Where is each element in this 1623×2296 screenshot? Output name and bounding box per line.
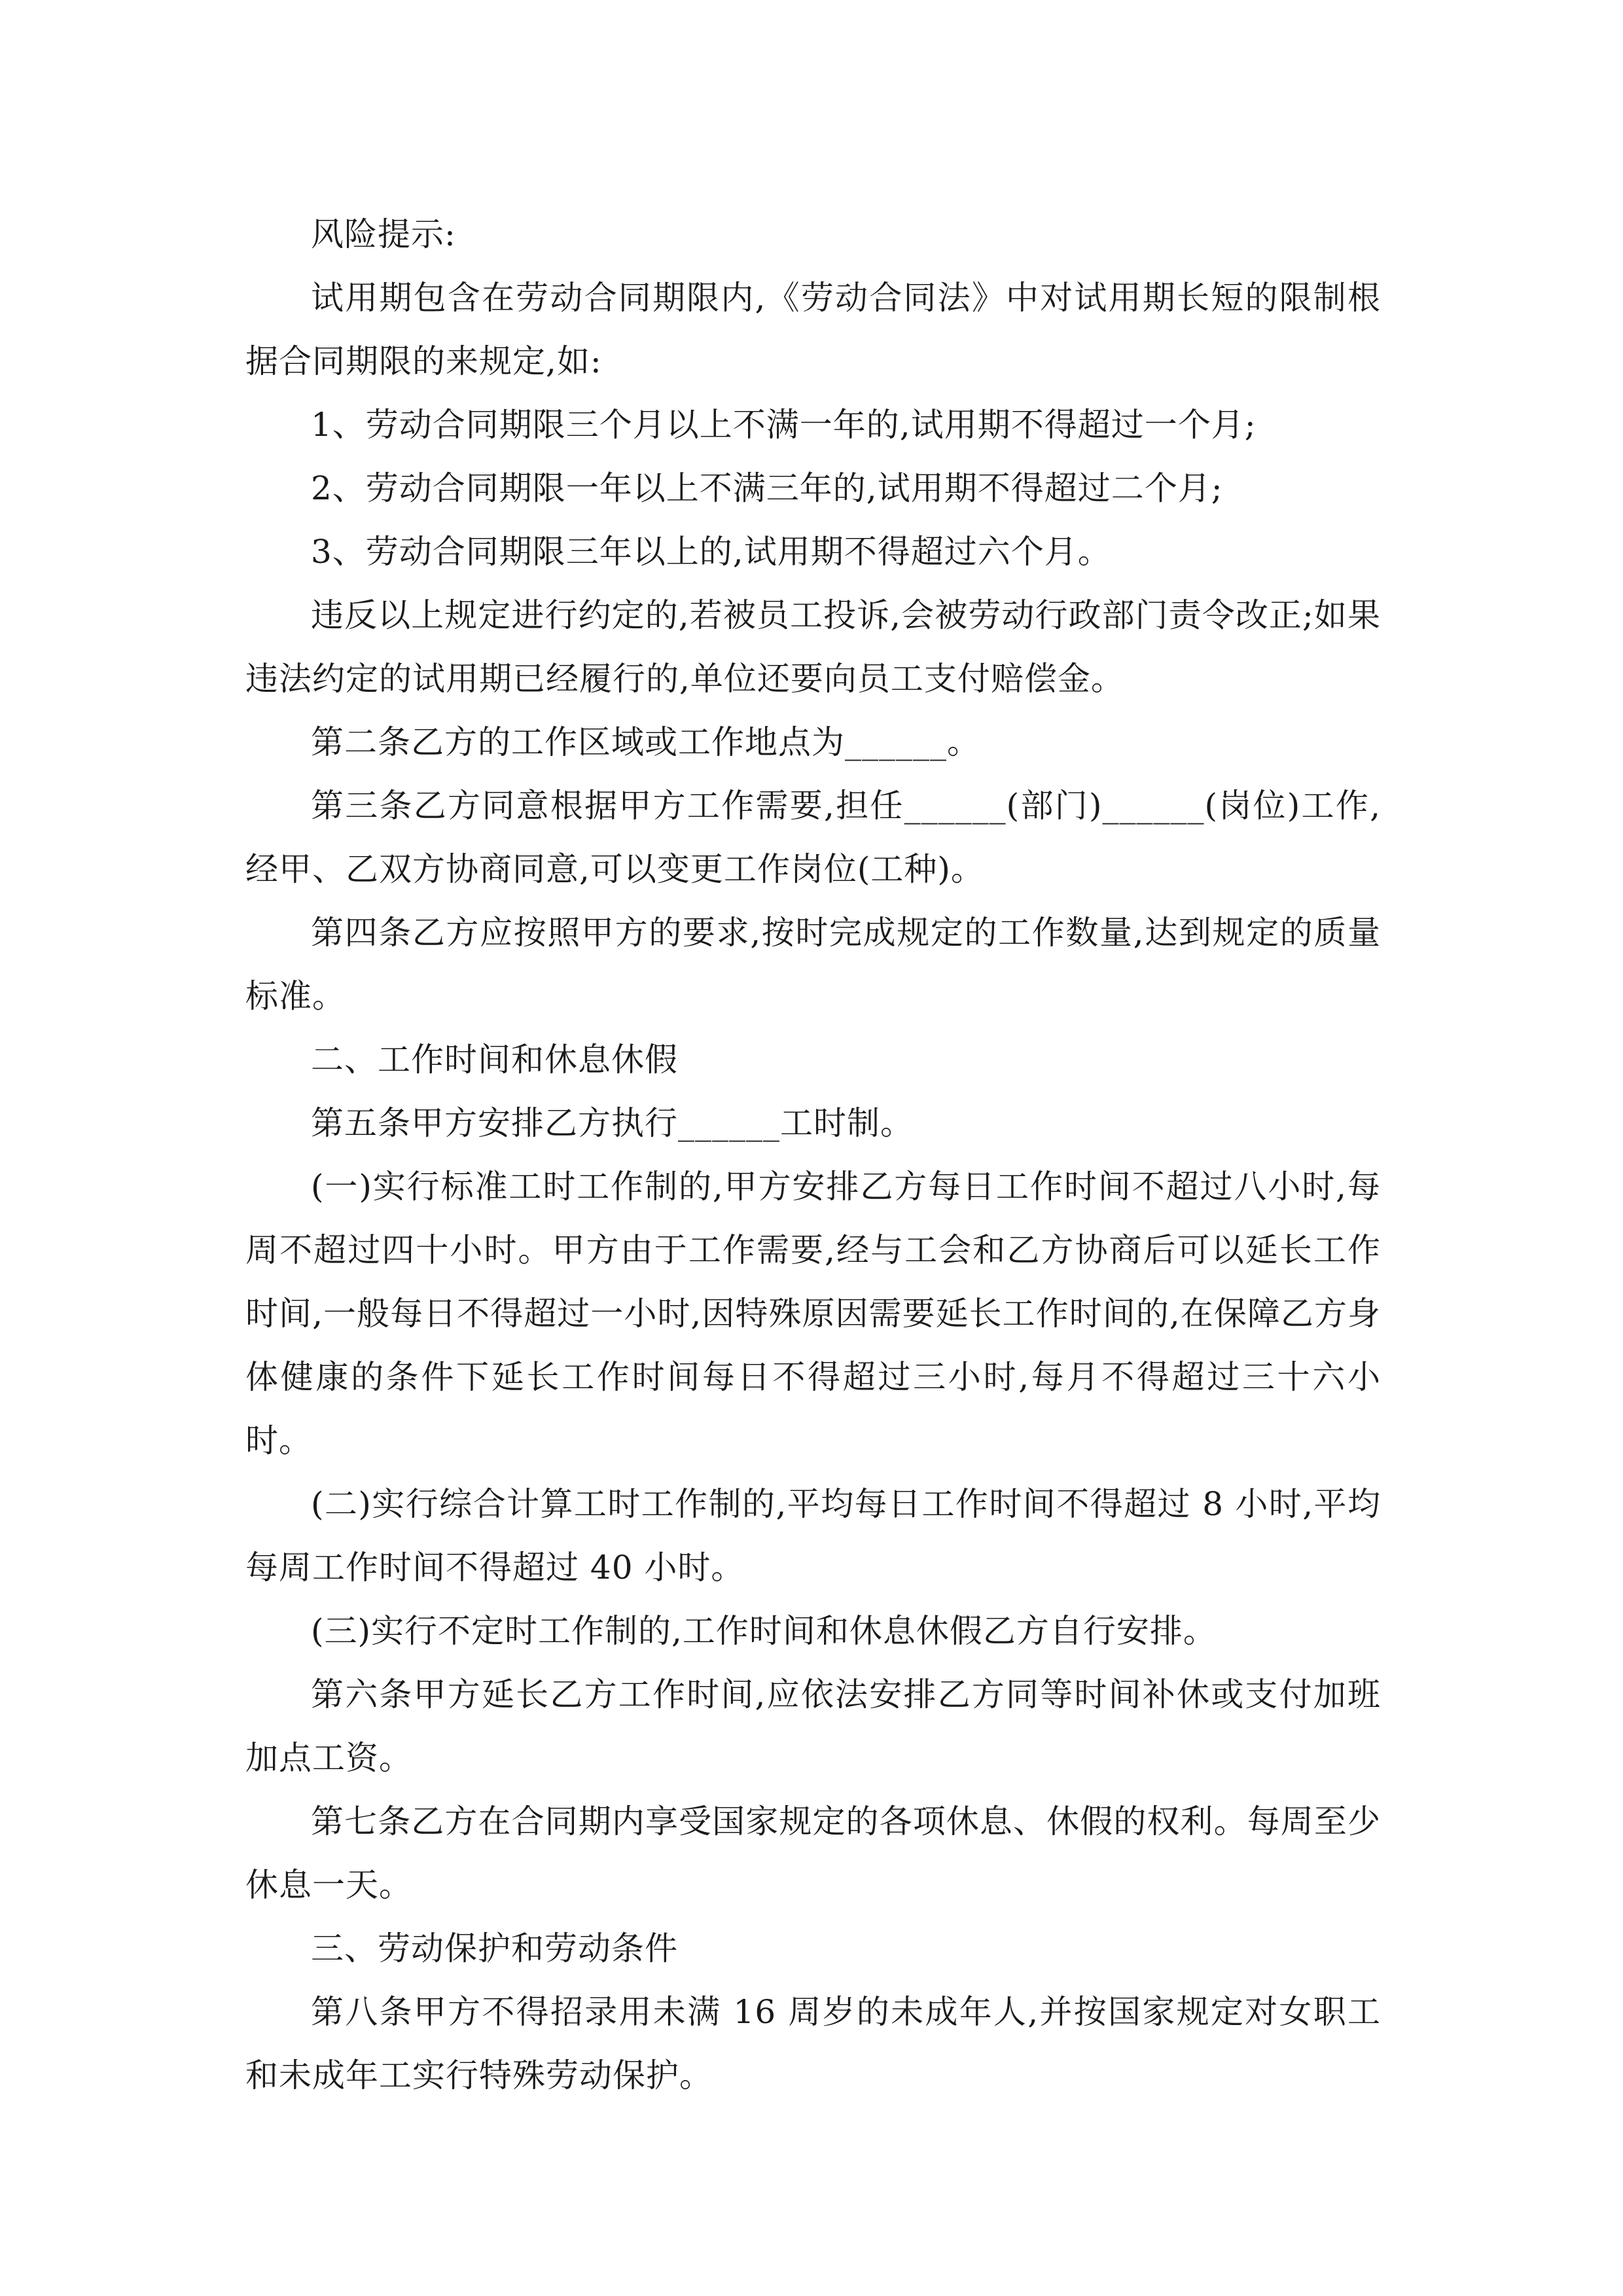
paragraph-probation-intro: 试用期包含在劳动合同期限内,《劳动合同法》中对试用期长短的限制根据合同期限的来规定,如: (245, 279, 1381, 380)
paragraph-rule-1: 1、劳动合同期限三个月以上不满一年的,试用期不得超过一个月; (311, 406, 1257, 444)
paragraph-flexible-hours: (三)实行不定时工作制的,工作时间和休息休假乙方自行安排。 (311, 1612, 1217, 1650)
paragraph-article-3: 第三条乙方同意根据甲方工作需要,担任______(部门)______(岗位)工作,经甲、乙双方协商同意,可以变更工作岗位(工种)。 (245, 787, 1381, 888)
paragraph-article-5: 第五条甲方安排乙方执行______工时制。 (311, 1104, 914, 1142)
document-body (245, 203, 1381, 2108)
paragraph-rule-2: 2、劳动合同期限一年以上不满三年的,试用期不得超过二个月; (311, 469, 1223, 507)
section-heading-work-hours: 二、工作时间和休息休假 (311, 1041, 678, 1079)
paragraph-article-6: 第六条甲方延长乙方工作时间,应依法安排乙方同等时间补休或支付加班加点工资。 (245, 1676, 1381, 1777)
paragraph-article-2: 第二条乙方的工作区域或工作地点为______。 (311, 723, 980, 761)
paragraph-risk-heading: 风险提示: (311, 215, 456, 253)
paragraph-standard-hours: (一)实行标准工时工作制的,甲方安排乙方每日工作时间不超过八小时,每周不超过四十小时。甲方由于工作需要,经与工会和乙方协商后可以延长工作时间,一般每日不得超过一小时,因特殊原因需要延长工作时间的,在保障乙方身体健康的条件下延长工作时间每日不得超过三小时,每月不得超过三十六小时。 (245, 1168, 1381, 1460)
paragraph-rule-3: 3、劳动合同期限三年以上的,试用期不得超过六个月。 (311, 533, 1111, 571)
paragraph-violation: 违反以上规定进行约定的,若被员工投诉,会被劳动行政部门责令改正;如果违法约定的试用期已经履行的,单位还要向员工支付赔偿金。 (245, 596, 1381, 698)
paragraph-article-7: 第七条乙方在合同期内享受国家规定的各项休息、休假的权利。每周至少休息一天。 (245, 1803, 1381, 1904)
paragraph-comprehensive-hours: (二)实行综合计算工时工作制的,平均每日工作时间不得超过 8 小时,平均每周工作时间不得超过 40 小时。 (245, 1485, 1381, 1587)
paragraph-article-4: 第四条乙方应按照甲方的要求,按时完成规定的工作数量,达到规定的质量标准。 (245, 914, 1381, 1015)
paragraph-article-8: 第八条甲方不得招录用未满 16 周岁的未成年人,并按国家规定对女职工和未成年工实行特殊劳动保护。 (245, 1993, 1381, 2094)
section-heading-labor-protection: 三、劳动保护和劳动条件 (311, 1929, 678, 1967)
